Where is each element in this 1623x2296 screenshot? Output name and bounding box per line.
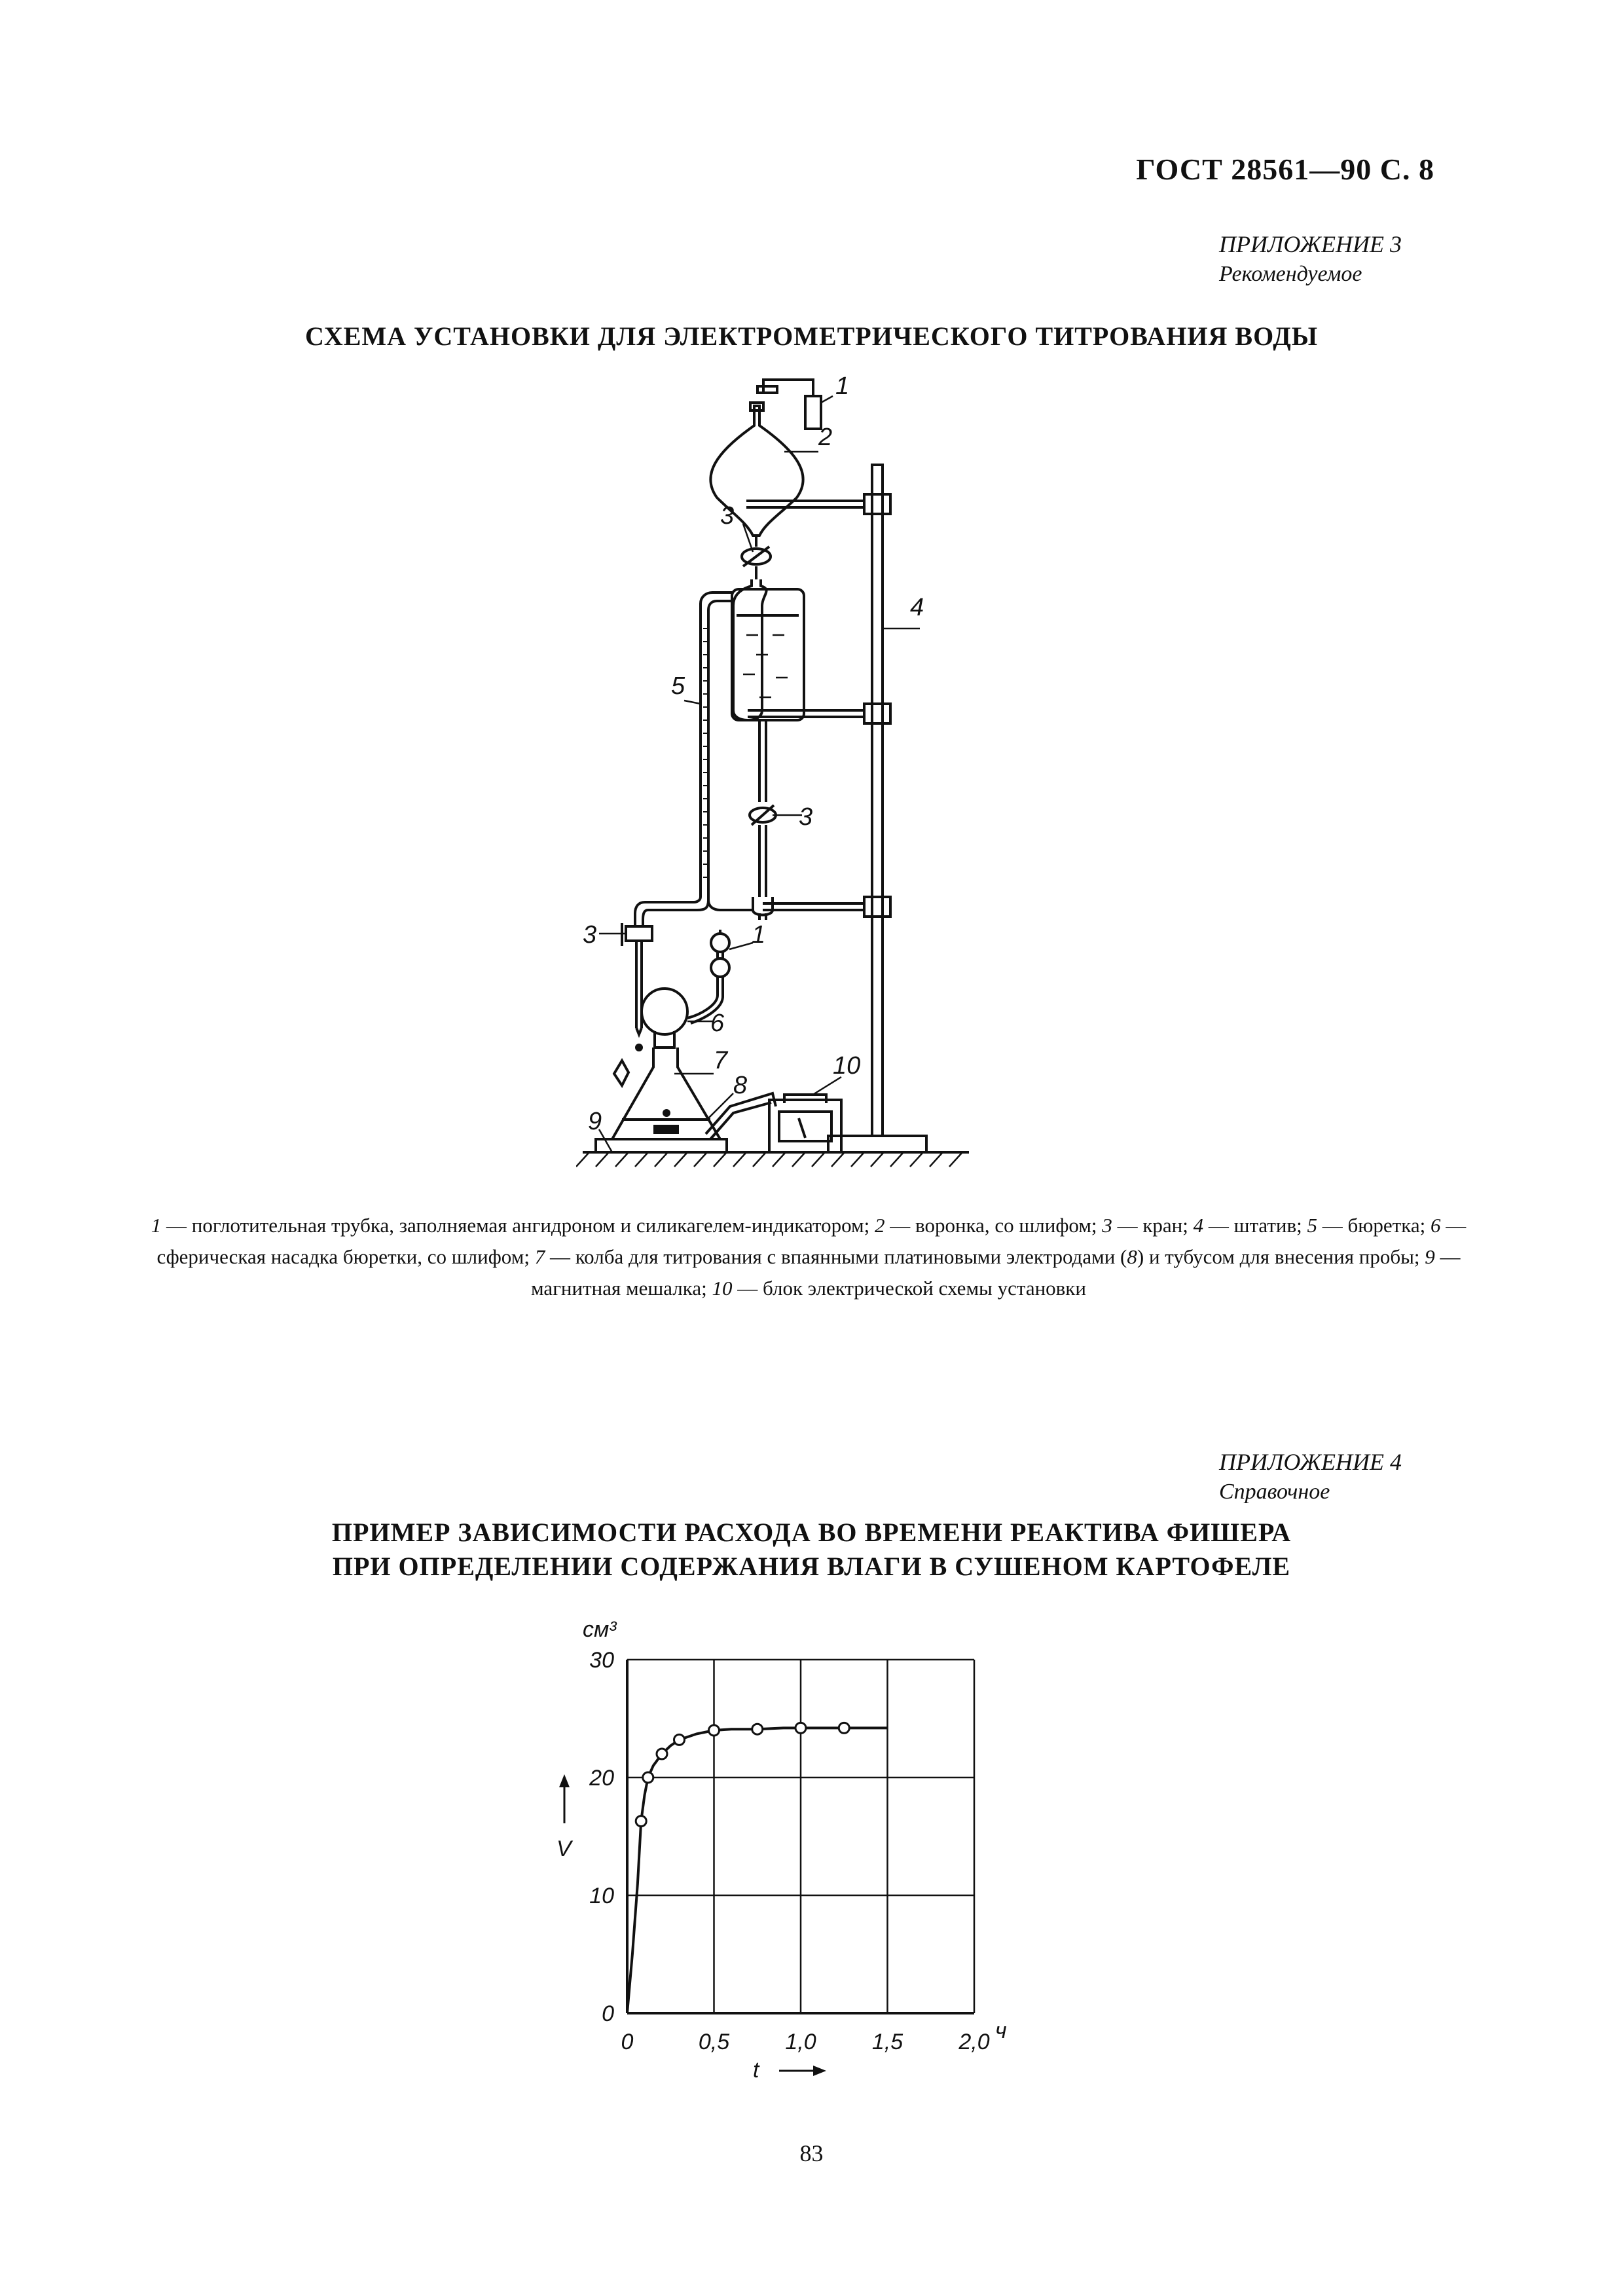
caption-num-3: 3 bbox=[1102, 1214, 1112, 1237]
stand bbox=[746, 465, 926, 1152]
electrical-unit bbox=[769, 1095, 841, 1152]
callout-7: 7 bbox=[714, 1047, 728, 1074]
caption-num-9: 9 bbox=[1425, 1245, 1435, 1268]
data-points bbox=[636, 1722, 849, 1826]
callout-3-upper: 3 bbox=[720, 502, 735, 530]
callout-5: 5 bbox=[671, 672, 685, 700]
caption-num-5: 5 bbox=[1307, 1214, 1317, 1237]
magnetic-stirrer bbox=[596, 1139, 727, 1152]
titration-flask bbox=[612, 1048, 720, 1139]
chart-grid bbox=[627, 1660, 974, 2013]
y-tick-labels bbox=[589, 1648, 614, 2026]
caption-text-8: ) и тубусом для внесения пробы; bbox=[1137, 1245, 1425, 1268]
caption-text-1: — поглотительная трубка, заполняемая ангидроном и силикагелем-индикатором; bbox=[161, 1214, 875, 1237]
electrodes bbox=[706, 1093, 776, 1139]
data-point bbox=[636, 1816, 646, 1827]
data-point bbox=[752, 1724, 763, 1734]
supply-line bbox=[750, 720, 776, 920]
burette-outlet bbox=[635, 890, 753, 926]
titration-apparatus-diagram bbox=[576, 367, 982, 1195]
reagent-consumption-chart bbox=[543, 1607, 1028, 2105]
page-number: 83 bbox=[799, 2140, 824, 2166]
caption-text-6: — сферическая насадка бюретки, со шлифом; bbox=[156, 1214, 1467, 1268]
appendix-4-label: ПРИЛОЖЕНИЕ 4 bbox=[1219, 1449, 1402, 1475]
x-tick-label: 0 bbox=[621, 2030, 634, 2054]
consumption-curve bbox=[627, 1728, 888, 2013]
y-tick-label: 20 bbox=[589, 1766, 614, 1791]
ground-hatching bbox=[576, 1152, 962, 1167]
caption-num-2: 2 bbox=[875, 1214, 885, 1237]
data-point bbox=[674, 1734, 685, 1745]
x-axis-arrow bbox=[779, 2066, 826, 2076]
caption-text-7: — колба для титрования с впаянными платиновыми электродами ( bbox=[545, 1245, 1127, 1268]
callout-1-top: 1 bbox=[835, 373, 850, 400]
caption-text-5: — бюретка; bbox=[1317, 1214, 1431, 1237]
caption-text-3: — кран; bbox=[1112, 1214, 1194, 1237]
caption-num-8: 8 bbox=[1127, 1245, 1137, 1268]
y-unit-label: см³ bbox=[583, 1617, 617, 1642]
caption-num-7: 7 bbox=[534, 1245, 545, 1268]
callout-3-middle: 3 bbox=[799, 803, 813, 831]
data-point bbox=[643, 1772, 653, 1783]
appendix-4-status: Справочное bbox=[1219, 1480, 1330, 1504]
document-code: ГОСТ 28561—90 С. 8 bbox=[1136, 153, 1434, 186]
caption-num-10: 10 bbox=[712, 1277, 733, 1300]
caption-text-9: — магнитная мешалка; bbox=[531, 1245, 1461, 1300]
callout-8: 8 bbox=[733, 1072, 748, 1099]
data-point bbox=[657, 1749, 667, 1759]
x-axis-label: t bbox=[753, 2058, 759, 2083]
appendix-4-heading bbox=[1219, 1447, 1402, 1507]
stopcock-upper bbox=[742, 536, 771, 579]
x-tick-label: 1,0 bbox=[785, 2030, 816, 2054]
figure-2-title-line-2: ПРИ ОПРЕДЕЛЕНИИ СОДЕРЖАНИЯ ВЛАГИ В СУШЕНОМ КАРТОФЕЛЕ bbox=[332, 1552, 1291, 1581]
callout-10: 10 bbox=[833, 1052, 861, 1080]
y-tick-label: 0 bbox=[602, 2001, 614, 2026]
caption-text-4: — штатив; bbox=[1203, 1214, 1307, 1237]
appendix-3-label: ПРИЛОЖЕНИЕ 3 bbox=[1219, 231, 1402, 257]
appendix-3-status: Рекомендуемое bbox=[1219, 262, 1362, 286]
x-tick-label: 2,0 bbox=[958, 2030, 990, 2054]
y-axis-label: V bbox=[556, 1836, 572, 1861]
caption-text-10: — блок электрической схемы установки bbox=[732, 1277, 1086, 1300]
spherical-attachment bbox=[642, 989, 687, 1048]
y-tick-label: 30 bbox=[589, 1648, 614, 1673]
caption-text-2: — воронка, со шлифом; bbox=[884, 1214, 1103, 1237]
caption-num-4: 4 bbox=[1193, 1214, 1204, 1237]
appendix-3-heading bbox=[1219, 229, 1402, 289]
data-point bbox=[839, 1722, 849, 1733]
figure-1-caption bbox=[151, 1210, 1467, 1304]
x-tick-label: 1,5 bbox=[871, 2030, 903, 2054]
callout-1-lower: 1 bbox=[752, 921, 766, 949]
callout-6: 6 bbox=[710, 1010, 725, 1037]
caption-num-1: 1 bbox=[151, 1214, 162, 1237]
figure-1-title: СХЕМА УСТАНОВКИ ДЛЯ ЭЛЕКТРОМЕТРИЧЕСКОГО ТИТРОВАНИЯ ВОДЫ bbox=[304, 321, 1318, 351]
callout-2: 2 bbox=[818, 424, 833, 451]
burette bbox=[701, 592, 732, 890]
absorption-tube-top bbox=[757, 380, 821, 429]
data-point bbox=[795, 1722, 806, 1733]
stopcock-side bbox=[622, 923, 652, 1050]
figure-2-title-line-1: ПРИМЕР ЗАВИСИМОСТИ РАСХОДА ВО ВРЕМЕНИ РЕАКТИВА ФИШЕРА bbox=[331, 1518, 1292, 1547]
caption-num-6: 6 bbox=[1430, 1214, 1441, 1237]
reagent-reservoir bbox=[732, 579, 804, 720]
x-tick-labels bbox=[621, 2030, 990, 2054]
callout-4: 4 bbox=[910, 594, 924, 621]
callout-9: 9 bbox=[588, 1108, 602, 1135]
y-axis-arrow bbox=[559, 1774, 570, 1823]
x-unit-label: ч bbox=[995, 2018, 1007, 2043]
y-tick-label: 10 bbox=[589, 1884, 614, 1908]
callout-3-side: 3 bbox=[583, 921, 597, 949]
data-point bbox=[709, 1725, 720, 1736]
x-tick-label: 0,5 bbox=[698, 2030, 730, 2054]
figure-2-title bbox=[0, 1516, 1623, 1584]
